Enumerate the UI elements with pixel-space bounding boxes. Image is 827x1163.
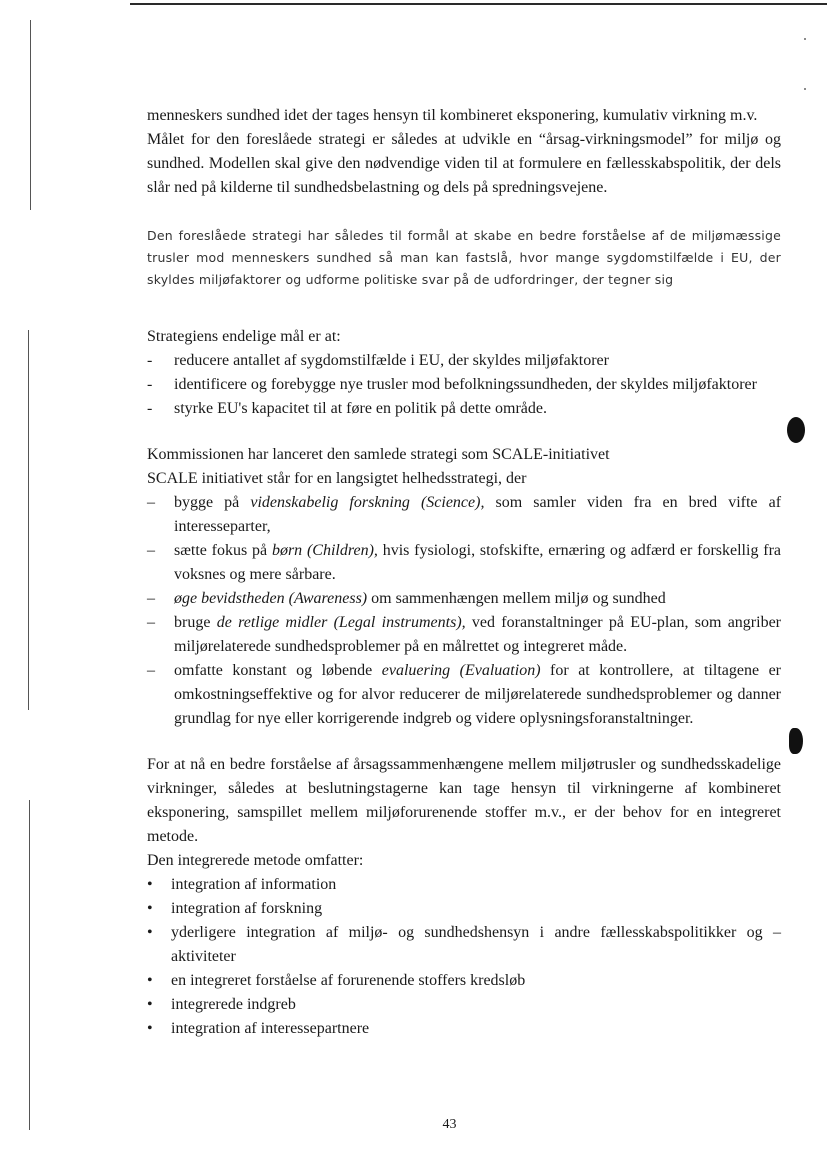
dash-marker: – (147, 494, 155, 511)
list-item: – bygge på videnskabelig forskning (Science), som samler viden fra en bred vifte af interesseparter, (147, 491, 781, 539)
list-item: - reducere antallet af sygdomstilfælde i EU, der skyldes miljøfaktorer (147, 349, 781, 373)
bullet-icon: • (147, 876, 153, 893)
list-item: - identificere og forebygge nye trusler mod befolkningssundheden, der skyldes miljøfaktorer (147, 373, 781, 397)
list-item: • integration af information (147, 873, 781, 897)
punch-hole-mark (787, 417, 805, 443)
goals-heading: Strategiens endelige mål er at: (147, 328, 341, 345)
dash-marker: - (147, 400, 153, 417)
dash-marker: – (147, 542, 155, 559)
bullet-icon: • (147, 972, 153, 989)
scale-intro-line: Kommissionen har lanceret den samlede strategi som SCALE-initiativet (147, 446, 610, 463)
list-item: - styrke EU's kapacitet til at føre en politik på dette område. (147, 397, 781, 421)
list-item: • yderligere integration af miljø- og sundhedshensyn i andre fællesskabspolitikker og –aktiviteter (147, 921, 781, 969)
binder-edge-line (28, 330, 29, 710)
list-item: • en integreret forståelse af forurenende stoffers kredsløb (147, 969, 781, 993)
list-item: • integration af forskning (147, 897, 781, 921)
dash-marker: – (147, 590, 155, 607)
document-body (147, 104, 781, 1041)
bullet-icon: • (147, 996, 153, 1013)
binder-edge-line (30, 20, 31, 210)
list-item: • integrerede indgreb (147, 993, 781, 1017)
list-item: – bruge de retlige midler (Legal instruments), ved foranstaltninger på EU-plan, som angriber miljørelaterede sundhedsproblemer på en målrettet og integreret måde. (147, 611, 781, 659)
bullet-icon: • (147, 1020, 153, 1037)
dash-marker: – (147, 614, 155, 631)
punch-hole-mark (789, 728, 803, 754)
list-item: – sætte fokus på børn (Children), hvis fysiologi, stofskifte, ernæring og adfærd er forskellig fra voksnes og mere sårbare. (147, 539, 781, 587)
method-paragraph: For at nå en bedre forståelse af årsagssammenhængene mellem miljøtrusler og sundhedsskadelige virkninger, således at beslutningstagerne kan tage hensyn til virkningerne af kombineret eksponering, samspillet mellem miljøforurenende stoffer m.v., er der behov for en integreret metode. (147, 756, 781, 845)
method-list (147, 873, 781, 1041)
scale-list (147, 491, 781, 731)
dash-marker: - (147, 352, 153, 369)
strategy-goal-paragraph: Målet for den foreslåede strategi er således at udvikle en “årsag-virkningsmodel” for miljø og sundhed. Modellen skal give den nødvendige viden til at formulere en fællesskabspolitik, der dels slår ned på kilderne til sundhedsbelastning og dels på spredningsvejene. (147, 131, 781, 196)
list-item: – omfatte konstant og løbende evaluering (Evaluation) for at kontrollere, at tiltagene er omkostningseffektive og for alvor reducerer de miljørelaterede sundhedsproblemer og danner grundlag for nye eller korrigerende indgreb og videre oplysningsforanstaltninger. (147, 659, 781, 731)
scale-definition-line: SCALE initiativet står for en langsigtet helhedsstrategi, der (147, 470, 527, 487)
page-number: 43 (442, 1117, 457, 1132)
binder-edge-line (29, 800, 30, 1130)
inserted-note-paragraph: Den foreslåede strategi har således til formål at skabe en bedre forståelse af de miljømæssige trusler mod menneskers sundhed så man kan fastslå, hvor mange sygdomstilfælde i EU, der skyldes miljøfaktorer og udforme politiske svar på de udfordringer, der tegner sig (147, 227, 781, 287)
bullet-icon: • (147, 924, 153, 941)
scan-speck (804, 38, 806, 40)
dash-marker: – (147, 662, 155, 679)
bullet-icon: • (147, 900, 153, 917)
list-item: – øge bevidstheden (Awareness) om sammenhængen mellem miljø og sundhed (147, 587, 781, 611)
intro-continuation: menneskers sundhed idet der tages hensyn til kombineret eksponering, kumulativ virkning m.v. (147, 107, 758, 124)
list-item: • integration af interessepartnere (147, 1017, 781, 1041)
goals-list (147, 349, 781, 421)
scan-speck (804, 88, 806, 90)
method-heading: Den integrerede metode omfatter: (147, 852, 364, 869)
dash-marker: - (147, 376, 153, 393)
scan-top-rule (130, 3, 827, 5)
